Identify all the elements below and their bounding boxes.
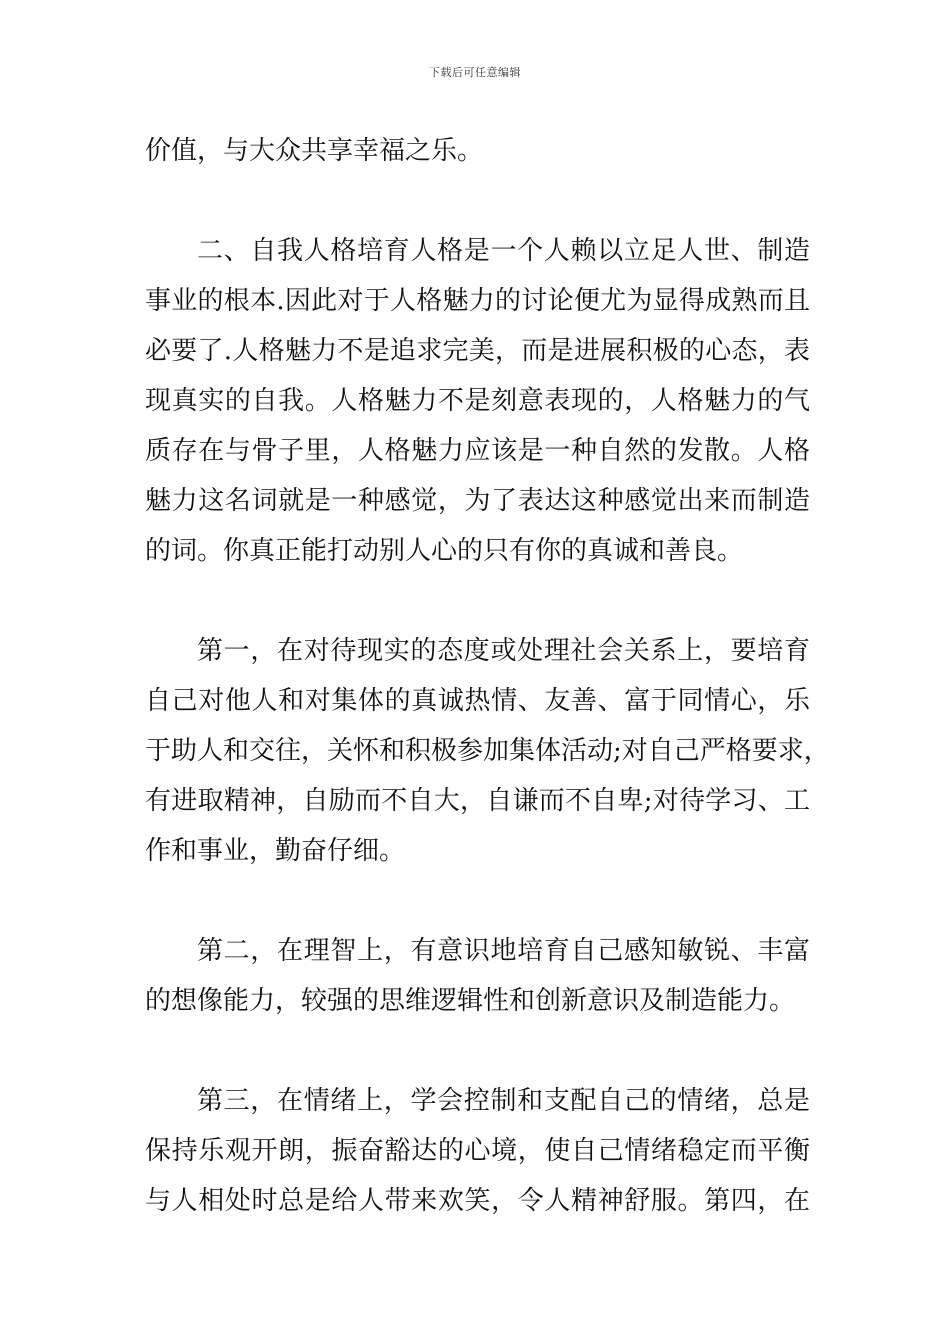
page-header: 下载后可任意编辑 (429, 66, 521, 79)
document-body (145, 126, 830, 1226)
text-line: 的词。你真正能打动别人心的只有你的真诚和善良。 (145, 536, 744, 566)
text-line: 魅力这名词就是一种感觉，为了表达这种感觉出来而制造 (145, 486, 810, 516)
text-line: 有进取精神，自励而不自大，自谦而不自卑;对待学习、工 (145, 786, 810, 816)
text-line: 价值，与大众共享幸福之乐。 (145, 136, 484, 166)
text-line: 二、自我人格培育人格是一个人赖以立足人世、制造 (197, 236, 810, 266)
text-line: 第二，在理智上，有意识地培育自己感知敏锐、丰富 (197, 936, 810, 966)
text-line: 保持乐观开朗，振奋豁达的心境，使自己情绪稳定而平衡 (145, 1136, 810, 1166)
text-line: 质存在与骨子里，人格魅力应该是一种自然的发散。人格 (145, 436, 810, 466)
text-line: 第三，在情绪上，学会控制和支配自己的情绪，总是 (197, 1086, 810, 1116)
text-line: 与人相处时总是给人带来欢笑，令人精神舒服。第四，在 (145, 1186, 810, 1216)
text-line: 自己对他人和对集体的真诚热情、友善、富于同情心，乐 (145, 686, 810, 716)
paragraph-continuation (145, 126, 810, 176)
paragraph-second-point (145, 926, 810, 1026)
text-line: 于助人和交往，关怀和积极参加集体活动;对自己严格要求， (145, 736, 830, 766)
text-line: 作和事业，勤奋仔细。 (145, 836, 406, 866)
paragraph-first-point (145, 626, 830, 876)
paragraph-third-point (145, 1076, 810, 1226)
text-line: 事业的根本.因此对于人格魅力的讨论便尤为显得成熟而且 (145, 286, 810, 316)
text-line: 现真实的自我。人格魅力不是刻意表现的，人格魅力的气 (145, 386, 810, 416)
text-line: 的想像能力，较强的思维逻辑性和创新意识及制造能力。 (145, 986, 796, 1016)
text-line: 必要了.人格魅力不是追求完美，而是进展积极的心态，表 (145, 336, 810, 366)
paragraph-personality-cultivation (145, 226, 810, 576)
text-line: 第一，在对待现实的态度或处理社会关系上，要培育 (197, 636, 810, 666)
